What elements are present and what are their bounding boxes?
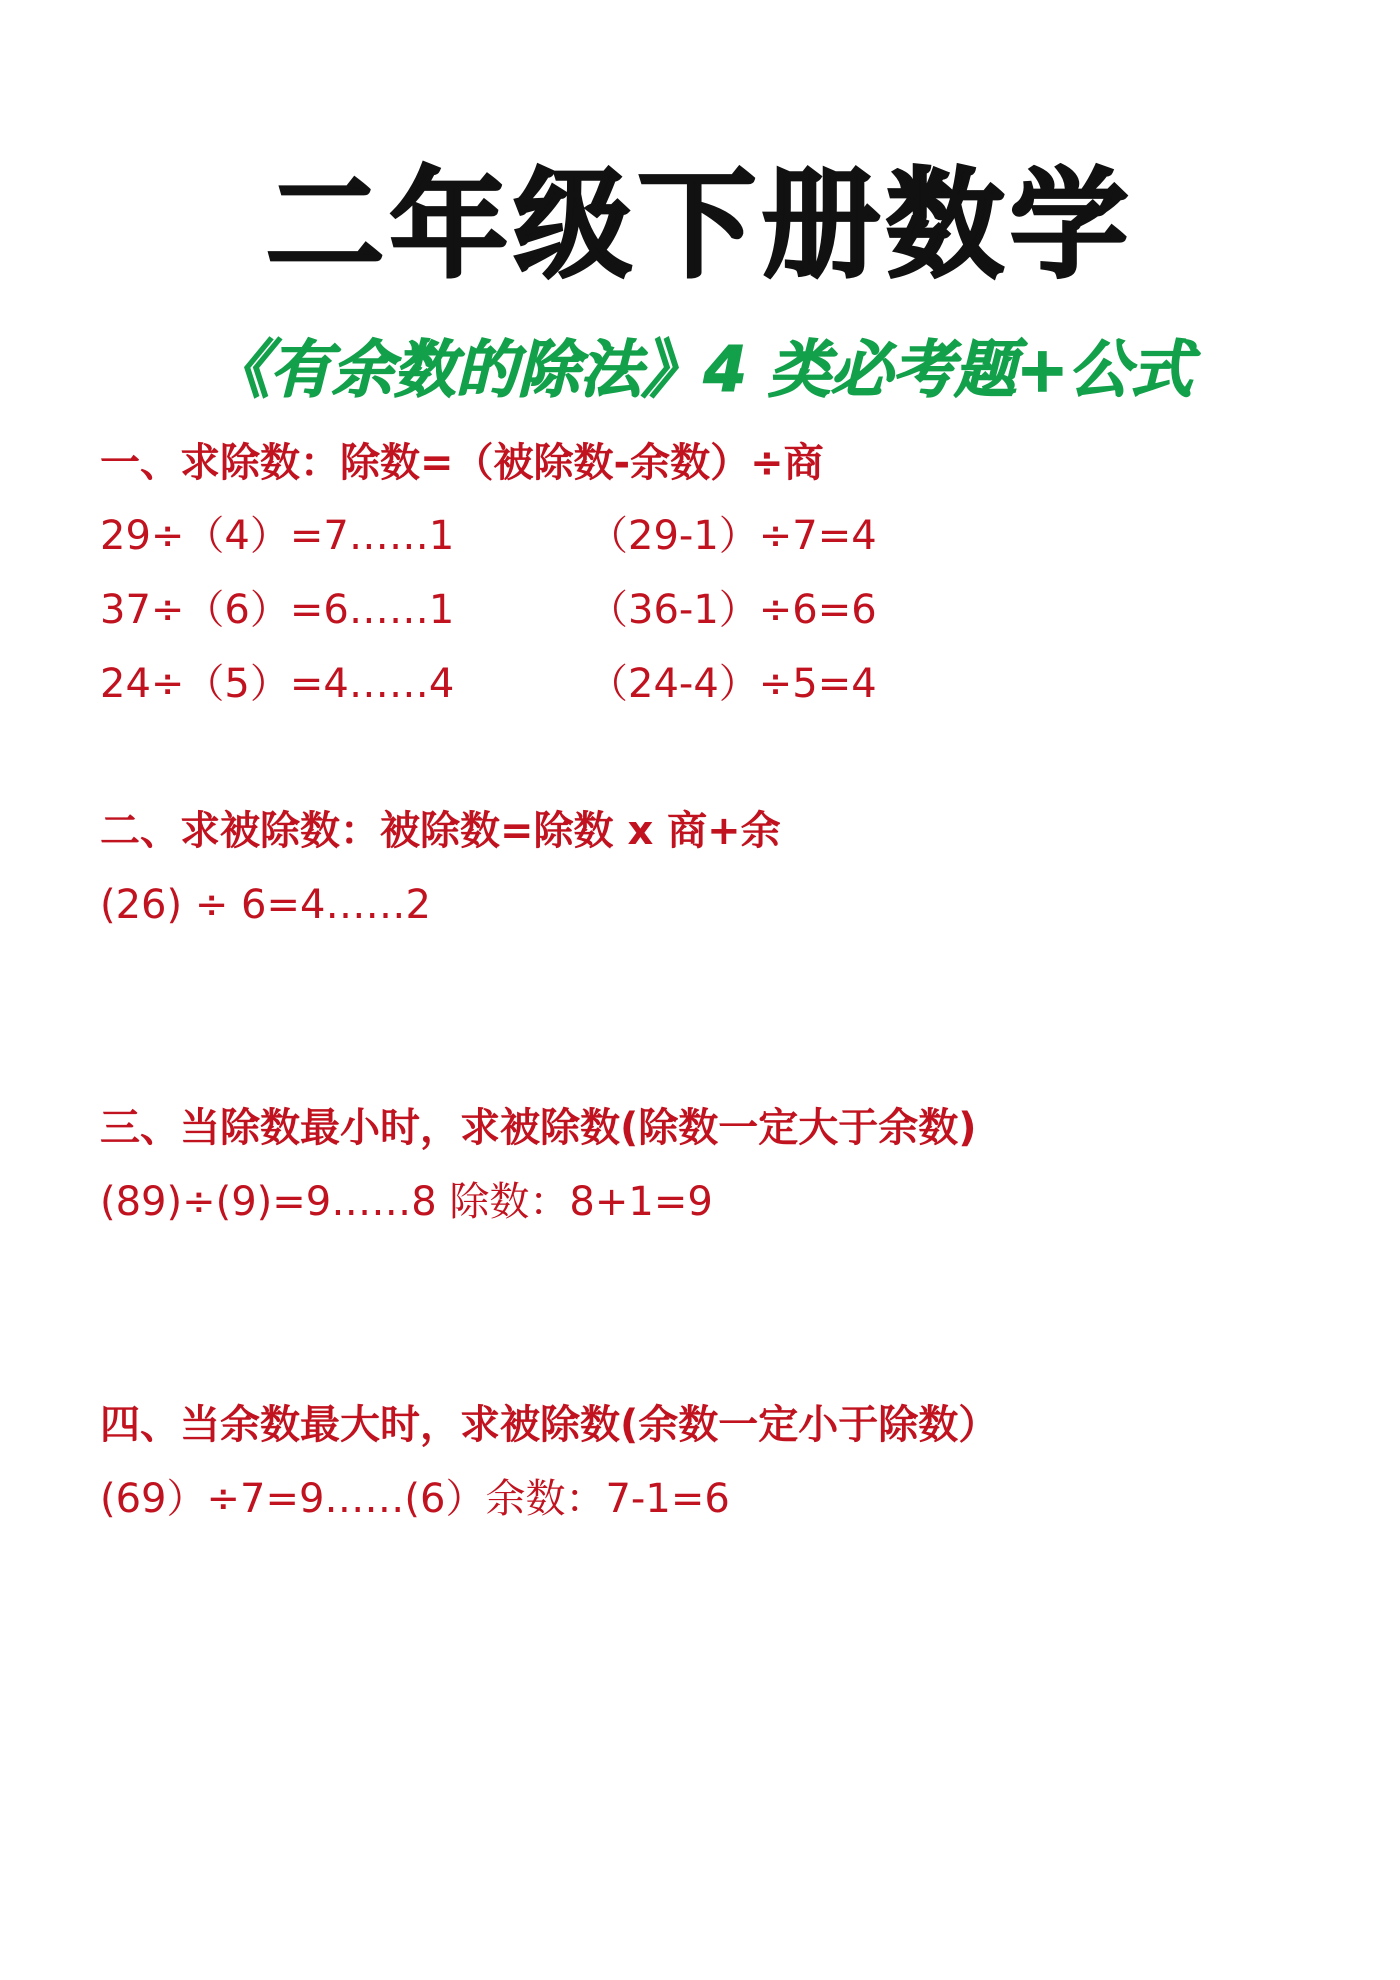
section-4-heading: 四、当余数最大时，求被除数(余数一定小于除数）	[100, 1402, 999, 1448]
section-1-row-2-right: （36-1）÷6=6	[588, 587, 877, 633]
section-3-line-1: (89)÷(9)=9……8 除数：8+1=9	[100, 1179, 713, 1225]
page-title: 二年级下册数学	[265, 156, 1134, 294]
section-1-row-3-left: 24÷（5）=4……4	[100, 661, 455, 707]
section-1-heading: 一、求除数：除数=（被除数-余数）÷商	[100, 440, 824, 486]
section-1-row-1-right: （29-1）÷7=4	[588, 513, 877, 559]
page-subtitle: 《有余数的除法》4 类必考题+公式	[207, 333, 1193, 406]
section-3-heading: 三、当除数最小时，求被除数(除数一定大于余数)	[100, 1105, 977, 1151]
section-1-row-2-left: 37÷（6）=6……1	[100, 587, 455, 633]
section-2-line-1: (26) ÷ 6=4……2	[100, 882, 431, 928]
section-4-line-1: (69）÷7=9……(6）余数：7-1=6	[100, 1476, 730, 1522]
section-1-row-1-left: 29÷（4）=7……1	[100, 513, 455, 559]
section-1-row-3-right: （24-4）÷5=4	[588, 661, 877, 707]
section-2-heading: 二、求被除数：被除数=除数 x 商+余	[100, 808, 781, 854]
